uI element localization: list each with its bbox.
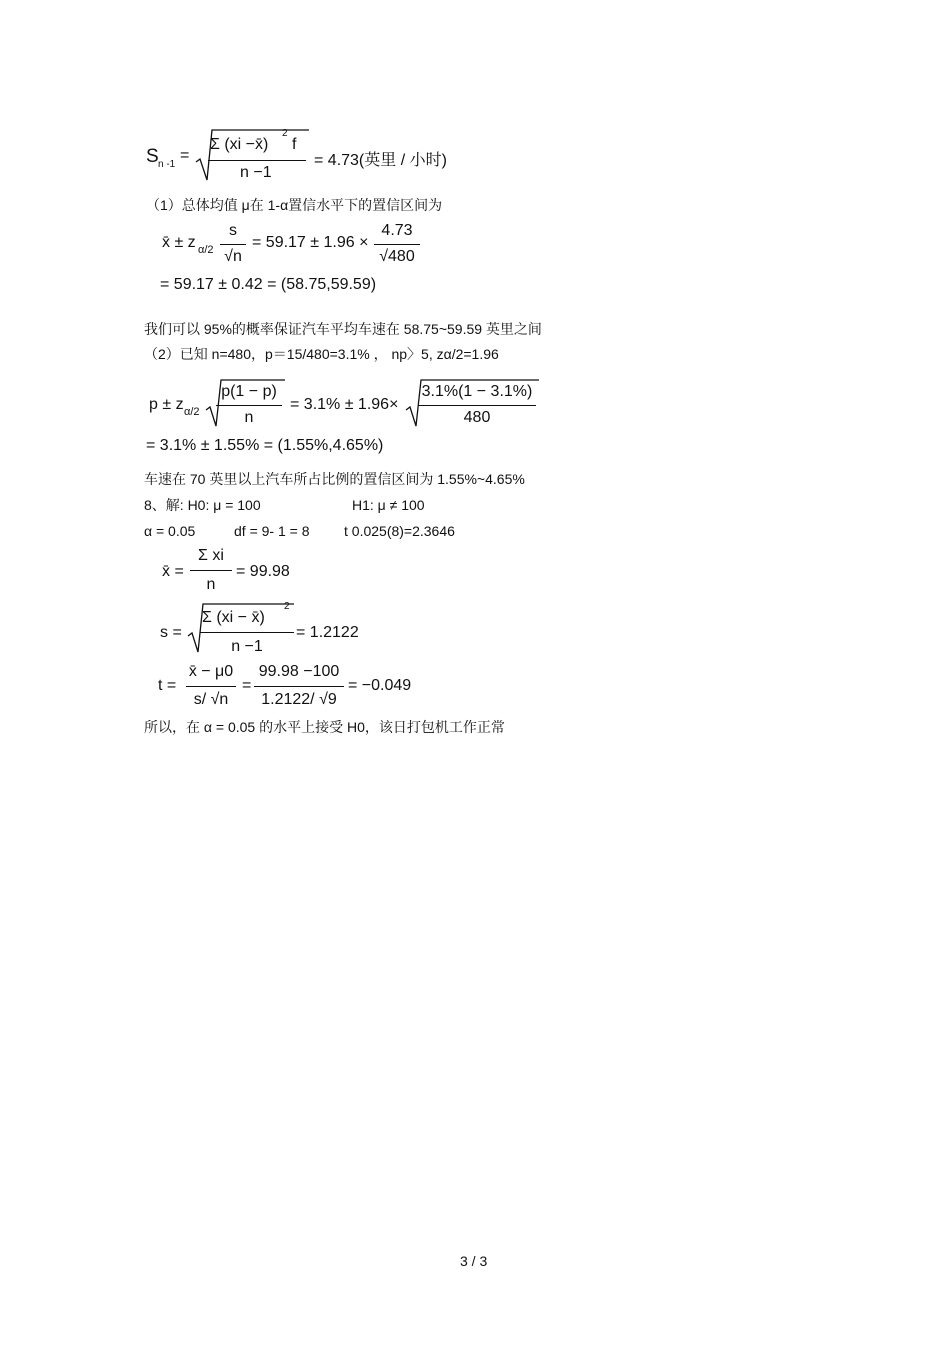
- eq-ci2-lhs: p ± z: [149, 396, 184, 413]
- eq-ci2-mid: = 3.1% ± 1.96×: [290, 396, 399, 413]
- item1-text: （1）总体均值 μ在 1-α置信水平下的置信区间为: [146, 197, 443, 213]
- q8-hypothesis-h1: H1: μ ≠ 100: [352, 497, 425, 513]
- eq-ci1-frac1-den: √n: [224, 248, 242, 265]
- eq-mean-num: Σ xi: [198, 547, 224, 564]
- eq-t-frac2-den: 1.2122/ √9: [261, 691, 337, 708]
- q8-hypothesis-h0: 8、解: H0: μ = 100: [144, 497, 261, 513]
- eq-sd-result: = 1.2122: [296, 624, 359, 641]
- eq-t-frac2-num: 99.98 −100: [258, 663, 340, 680]
- eq-sd-num-sup: 2: [284, 601, 290, 612]
- eq-ci1-frac2-den: √480: [379, 248, 415, 265]
- eq-t-result: = −0.049: [348, 677, 412, 694]
- eq-ci1-frac2-num: 4.73: [381, 222, 413, 239]
- eq-ci2-lhs-sub: α/2: [184, 406, 200, 418]
- eq-s-result: = 4.73(英里 / 小时): [314, 152, 447, 169]
- eq-ci1-mid: = 59.17 ± 1.96 ×: [252, 234, 369, 251]
- eq-ci2-frac2-num: 3.1%(1 − 3.1%): [421, 383, 533, 400]
- eq-ci1-lhs-sub: α/2: [198, 244, 214, 256]
- eq-sd-lhs: s =: [160, 624, 182, 641]
- eq-t-frac1-num: x̄ − μ0: [188, 663, 234, 680]
- page-number: 3 / 3: [460, 1253, 488, 1269]
- eq-sd-den: n −1: [231, 638, 263, 655]
- eq-ci2-line2: = 3.1% ± 1.55% = (1.55%,4.65%): [146, 437, 384, 454]
- eq-s-lhs: S: [146, 146, 159, 167]
- eq-s-num-tail: f: [292, 136, 297, 153]
- final-conclusion-text: 所以，在 α = 0.05 的水平上接受 H0，该日打包机工作正常: [144, 719, 505, 735]
- eq-t-frac1-den: s/ √n: [193, 691, 229, 708]
- eq-ci1-frac1-num: s: [229, 222, 237, 239]
- eq-mean-result: = 99.98: [236, 563, 290, 580]
- eq-s-denominator: n −1: [240, 164, 272, 181]
- eq-ci2-frac1-den: n: [244, 409, 254, 426]
- eq-ci1-lhs: x̄ ± z: [162, 234, 196, 251]
- eq-t-lhs: t =: [158, 677, 177, 694]
- eq-mean-lhs: x̄ =: [162, 563, 184, 580]
- eq-s-num-sup: 2: [282, 128, 288, 139]
- eq-ci1-line2: = 59.17 ± 0.42 = (58.75,59.59): [160, 276, 377, 293]
- eq-s-lhs-sub: n -1: [158, 159, 176, 170]
- eq-s-numerator: Σ (xi −x̄): [210, 136, 269, 153]
- q8-df: df = 9- 1 = 8: [234, 523, 310, 539]
- conclusion1-text: 我们可以 95%的概率保证汽车平均车速在 58.75~59.59 英里之间: [144, 321, 542, 337]
- eq-sd-num: Σ (xi − x̄): [202, 609, 265, 626]
- eq-ci2-frac2-den: 480: [463, 409, 491, 426]
- eq-t-equals: =: [242, 677, 252, 694]
- eq-ci2-frac1-num: p(1 − p): [221, 383, 277, 400]
- q8-alpha: α = 0.05: [144, 523, 196, 539]
- item2-text: （2）已知 n=480，p＝15/480=3.1% ， np〉5, zα/2=1.96: [144, 346, 499, 362]
- eq-mean-den: n: [206, 576, 216, 593]
- q8-critical-t: t 0.025(8)=2.3646: [344, 523, 455, 539]
- conclusion2-text: 车速在 70 英里以上汽车所占比例的置信区间为 1.55%~4.65%: [144, 471, 525, 487]
